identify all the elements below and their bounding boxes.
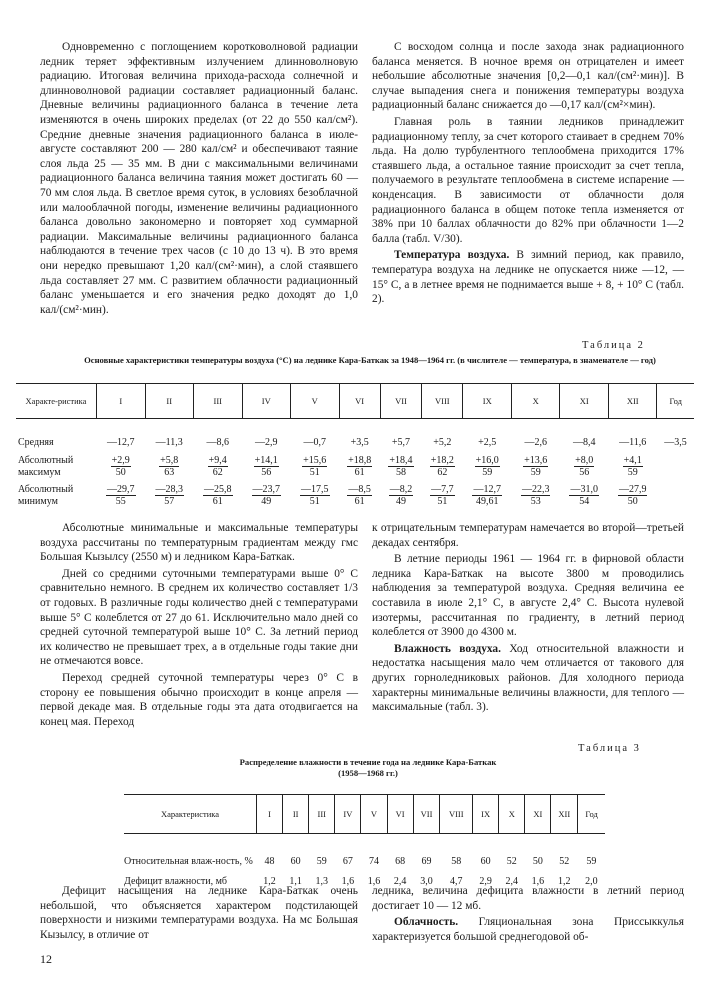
table2-num: —8,2 [389,484,413,495]
table3-cell: 1,6 [367,875,381,887]
table2-header-first: Характе-ристика [16,384,97,419]
table2-den: 49 [261,496,272,507]
paragraph-transition: Переход средней суточной температуры через 0° С в сторону ее повышения обычно происходит в конце апреля — первой декаде мая. В отдельные годы эта дата отодвигается на конец мая. Переход [40,671,358,728]
table3-month: XII [551,795,578,834]
paragraph-continuation: к отрицательным температурам намечается во второй—третьей декадах сентября. [372,522,684,549]
table3-header-first: Характеристика [124,795,257,834]
table2-month: VI [339,384,380,419]
table2-den: 59 [530,467,541,478]
table2-num: —7,7 [431,484,454,495]
table3-caption: Распределение влажности в течение года на леднике Кара-Баткак (1958—1968 гг.) [239,757,497,778]
table3-month: I [257,795,283,834]
paragraph-radiation-balance: Одновременно с поглощением коротковолновой радиации ледник теряет эффективным излучением длинноволновую радиацию. Итоговая величина прихода-расхода солнечной и длинноволновой радиации составляет радиационный баланс. Дневные величины радиационного баланса в течение лета изменяются в очень широких пределах (от 22 до 550 кал/см²). Средние дневные значения радиационного баланса в июле-августе составляют 200 — 280 кал/см² и обеспечивают таяние слоя льда 25 — 35 мм. В дни с максимальными величинами радиационного баланса величина таяния может достигать 60 — 70 мм слоя льда. В светлое время суток, в условиях безоблачной или малооблачной погоды, изменение величины радиационного баланса довольно закономерно и повторяет ход суммарной радиации. Максимальные величины радиационного баланса наблюдаются в течение трех часов (с 10 до 13 ч). В это время они нередко превышают 1,20 кал/(см²·мин), а слой стаявшего льда составляет 27 мм. С развитием облачности радиационный баланс уменьшается и его значения редко доходят до 1,0 кал/(см²·мин). [40,41,358,316]
paragraph-cloudiness [372,915,684,944]
table3-cell: 59 [586,855,597,867]
table3-cell: 60 [480,855,491,867]
table2-month: XI [560,384,609,419]
table2-cell: —0,7 [303,437,326,448]
table2-month: IX [463,384,512,419]
table2-num: +9,4 [208,455,227,466]
table2-num: +18,4 [389,455,413,466]
table3-month: III [309,795,335,834]
table2-cell: —3,5 [664,437,687,448]
table2-den: 59 [482,467,493,478]
left-column-middle [40,521,358,729]
table2-num: —27,9 [618,484,647,495]
table2-num: —28,3 [155,484,183,495]
table3-month: IX [473,795,499,834]
table2-den: 49,61 [475,496,499,507]
table2-cell: +5,2 [433,437,452,448]
table2-den: 54 [579,496,590,507]
table2-num: —12,7 [473,484,501,495]
table2-cell: —11,6 [619,437,647,448]
table2-row-min [16,481,694,511]
table2-month: Год [657,384,694,419]
table2-den: 51 [309,496,320,507]
table2-den: 61 [212,496,223,507]
table3-month: X [499,795,525,834]
table3-cell: 1,1 [289,875,302,887]
table2-month: X [511,384,560,419]
table2-num: —22,3 [521,484,550,495]
heading-humidity: Влажность воздуха. [394,642,501,655]
table3-cell: 2,9 [479,875,492,887]
heading-temperature: Температура воздуха. [394,249,510,262]
table3-month: VII [413,795,440,834]
table2-num: —23,7 [252,484,280,495]
table3-cell: 1,6 [341,875,355,887]
cloud-text: Гляциональная зона Приссыккулья характеризуется большой среднегодовой об- [372,916,684,943]
table3-cell: 74 [368,855,379,867]
table3-row-label: Дефицит влажности, мб [124,875,228,887]
table3-row-label: Относительная влаж-ность, % [124,855,253,867]
paragraph-humidity [372,642,684,715]
table3-month: VI [387,795,413,834]
paragraph-temperature [372,248,684,306]
left-column-top [40,40,358,317]
table3-cell: 3,0 [420,875,433,887]
table2-num: +8,0 [575,455,594,466]
table2-num: —31,0 [570,484,598,495]
table2 [16,383,694,511]
table2-num: —25,8 [204,484,232,495]
table2-cell: —8,4 [572,437,596,448]
table2-month: XII [608,384,657,419]
table3-cell: 1,3 [315,875,329,887]
table3-month: VIII [440,795,473,834]
table3-cell: 1,6 [531,875,545,887]
table2-month: IV [242,384,291,419]
table3-month: II [283,795,309,834]
table3-month: Год [578,795,605,834]
left-column-bottom [40,884,358,942]
table3-cell: 68 [395,855,406,867]
table3-cell: 48 [264,855,275,867]
table2-row-label: Абсолютный максимум [18,454,74,478]
table3-cell: 69 [421,855,432,867]
table3-month: XI [525,795,551,834]
table2-den: 61 [354,496,365,507]
table2-cell: +2,5 [478,437,497,448]
page-number: 12 [40,952,52,966]
table3 [124,794,605,889]
table3-cell: 1,2 [558,875,571,887]
table2-cell: —2,9 [255,437,278,448]
table2-month: VII [380,384,421,419]
table2-den: 56 [261,467,272,478]
paragraph-abs-temps: Абсолютные минимальные и максимальные температуры воздуха рассчитаны по температурным градиентам между гмс Большая Кызылсу (2550 м) и ледником Кара-Баткак. [40,522,358,564]
table3-cell: 4,7 [450,875,463,887]
table3-cell: 50 [532,855,543,867]
table2-num: +14,1 [254,455,278,466]
paragraph-melting-role: Главная роль в таянии ледников принадлежит радиационному теплу, за счет которого стаивает в среднем 70% льда. На долю турбулентного теплообмена приходится 17% стаявшего льда, а остальное таяние происходит за счет тепла, получаемого в результате теплообмена в системе испарение — конденсация. В зависимости от облачности доля радиационного баланса в общем потоке тепла изменяется от 38% при 10 баллах облачности до 82% при облачности 1—2 балла (табл. V/30). [372,115,684,245]
table2-den: 51 [437,496,448,507]
table2-row-label: Абсолютный минимум [18,483,74,507]
table2-den: 55 [115,496,126,507]
table2-num: +16,0 [475,455,499,466]
paragraph-firn-area: В летние периоды 1961 — 1964 гг. в фирновой области ледника Кара-Баткак на высоте 3800 м проводились наблюдения за температурой воздуха. Средняя величина ее составила в июле 2,1° С, в августе 2,4° С. Высота нулевой изотермы, рассчитанная по градиенту, в летний период колеблется от 3900 до 4300 м. [372,553,684,639]
right-column-bottom [372,884,684,944]
table2-den: 63 [164,467,175,478]
table2-cell: +3,5 [350,437,369,448]
table2-header-row [16,384,694,419]
table2-num: +15,6 [303,455,327,466]
table3-row-relative [124,849,605,873]
table2-cell: —8,6 [206,437,229,448]
table2-num: +4,1 [623,455,642,466]
paragraph-sunrise: С восходом солнца и после захода знак радиационного баланса меняется. В ночное время он отрицателен и имеет небольшие абсолютные значения [0,2—0,1 кал/(см²·мин)]. В случае выпадения снега и понижения температуры воздуха радиационный баланс снижается до —0,17 кал/(см²×мин). [372,41,684,112]
table3-cell: 52 [506,855,517,867]
table2-num: —29,7 [107,484,135,495]
table2-caption: Основные характеристики температуры воздуха (°С) на леднике Кара-Баткак за 1948—1964 гг. (в числителе — температура, в знаменателе — год) [84,355,656,365]
table2-num: +13,6 [524,455,548,466]
table2-den: 58 [395,467,406,478]
humidity-text: Ход относительной влажности и недостатка насыщения мало чем отличается от такового для других горноледниковых районов. Для холодного периода характерны минимальные величины влажности, для теплого — максимальные (табл. 3). [372,642,684,714]
table3-cell: 59 [316,855,327,867]
table3-cell: 67 [342,855,353,867]
temperature-text: В зимний период, как правило, температура воздуха на леднике не опускается ниже —12, —15° С, а в летнее время не поднимается выше + 8, + 10° С (табл. 2). [372,249,684,306]
table3-cell: 58 [451,855,462,867]
table2-den: 50 [115,467,126,478]
table2-month: II [145,384,194,419]
table2-den: 57 [164,496,175,507]
table2-month: V [291,384,340,419]
table2-row-label: Средняя [18,436,54,448]
table2-den: 53 [530,496,541,507]
table3-cell: 2,4 [393,875,407,887]
table2-month: VIII [422,384,463,419]
table2-cell: —11,3 [155,437,183,448]
table3-cell: 2,0 [585,875,598,887]
table3-cell: 60 [290,855,301,867]
table2-cell: —2,6 [524,437,547,448]
table3-cell: 2,4 [505,875,518,887]
table3-cell: 52 [559,855,570,867]
table2-den: 62 [437,467,448,478]
table2-row-mean [16,433,694,453]
table2-den: 51 [309,467,320,478]
table3-month: IV [335,795,361,834]
table3-cell: 1,2 [263,875,276,887]
paragraph-deficit-continued: ледника, величина дефицита влажности в летний период достигает 10 — 12 мб. [372,885,684,912]
table2-den: 49 [395,496,406,507]
table2-num: +2,9 [111,455,130,466]
right-column-middle [372,521,684,715]
table3-month: V [361,795,387,834]
table2-row-max [16,453,694,481]
table2-cell: +5,7 [391,437,411,448]
table3-label: Таблица 3 [578,743,641,754]
table2-cell: —12,7 [107,437,135,448]
table2-month: III [194,384,243,419]
right-column-top [372,40,684,307]
table3-header-row [124,795,605,834]
table2-den: 62 [212,467,223,478]
table2-month: I [97,384,146,419]
table2-label: Таблица 2 [582,340,645,351]
table2-den: 59 [627,467,638,478]
table2-num: +18,2 [430,455,454,466]
table2-num: +18,8 [348,455,372,466]
table2-den: 61 [354,467,365,478]
table2-num: +5,8 [160,455,179,466]
table2-num: —8,5 [348,484,371,495]
paragraph-days: Дней со средними суточными температурами выше 0° С сравнительно немного. В среднем их количество составляет 1/3 от годовых. В различные годы количество дней с температурами выше 5° С колеблется от 27 до 61. Исключительно мало дней со средней суточной температурой выше 10° С. За летний период их количество не превышает трех, а в отдельные годы такие дни не отмечаются вовсе. [40,567,358,668]
table2-den: 56 [579,467,590,478]
heading-cloudiness: Облачность. [394,916,459,929]
paragraph-deficit: Дефицит насыщения на леднике Кара-Баткак очень небольшой, что объясняется характером подстилающей поверхности и низкими температурами воздуха. На мс Большая Кызылсу, в отличие от [40,885,358,941]
table2-num: —17,5 [301,484,329,495]
table2-den: 50 [627,496,638,507]
